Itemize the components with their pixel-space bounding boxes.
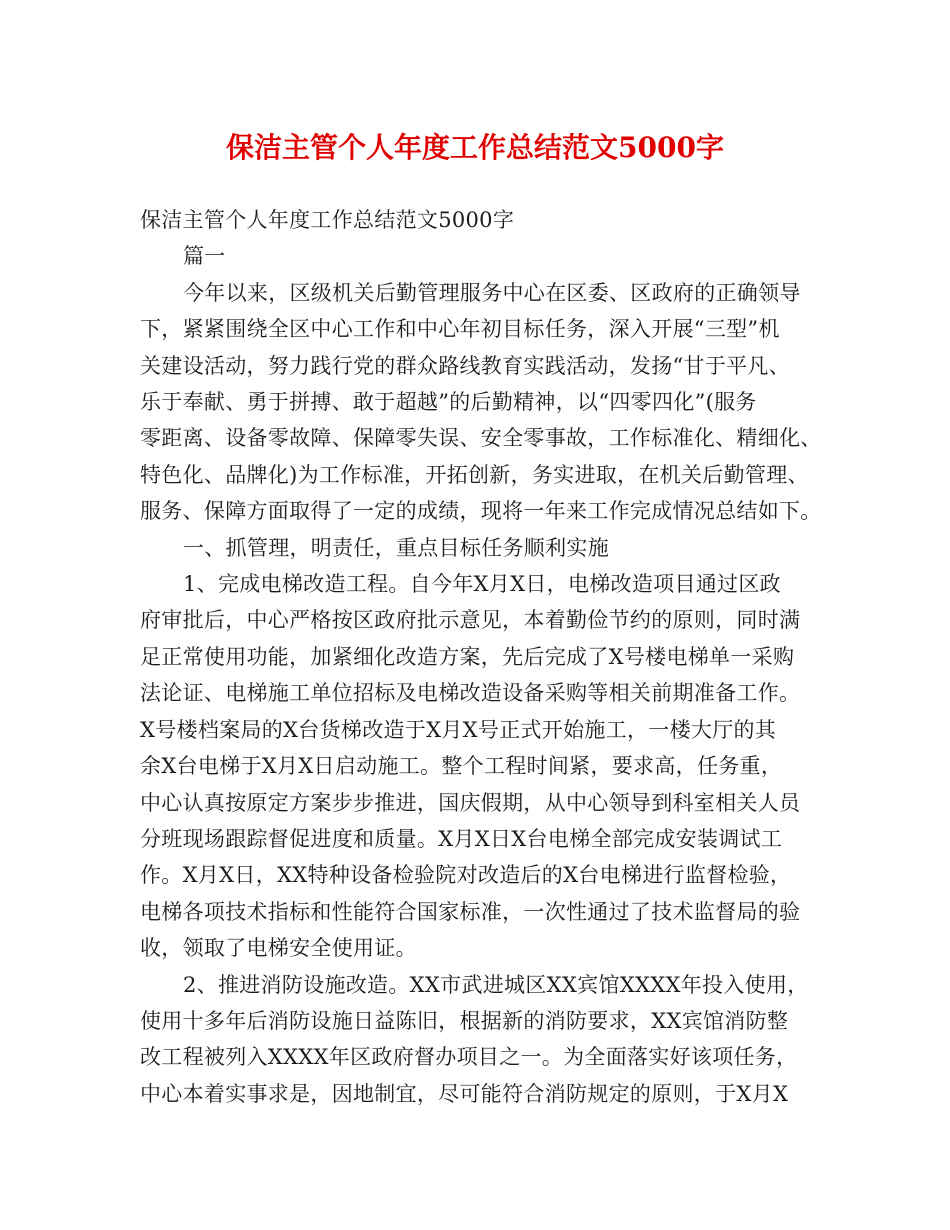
text-line: 一、抓管理，明责任，重点目标任务顺利实施 — [183, 535, 609, 560]
text-line: 使用十多年后消防设施日益陈旧，根据新的消防要求，XX宾馆消防整 — [140, 1008, 789, 1033]
text-line: 关建设活动，努力践行党的群众路线教育实践活动，发扬“甘于平凡、 — [140, 353, 791, 378]
document-title: 保洁主管个人年度工作总结范文5000字 — [226, 131, 724, 164]
text-line: 府审批后，中心严格按区政府批示意见，本着勤俭节约的原则，同时满 — [140, 608, 801, 633]
text-line: 中心认真按原定方案步步推进，国庆假期，从中心领导到科室相关人员 — [140, 790, 801, 815]
text-line: 收，领取了电梯安全使用证。 — [140, 936, 417, 961]
text-line: 今年以来，区级机关后勤管理服务中心在区委、区政府的正确领导 — [183, 280, 801, 305]
text-line: 服务、保障方面取得了一定的成绩，现将一年来工作完成情况总结如下。 — [140, 499, 822, 524]
text-line: 下，紧紧围绕全区中心工作和中心年初目标任务，深入开展“三型”机 — [140, 317, 780, 342]
text-line: 法论证、电梯施工单位招标及电梯改造设备采购等相关前期准备工作。 — [140, 681, 801, 706]
text-line: 1、完成电梯改造工程。自今年X月X日，电梯改造项目通过区政 — [183, 572, 781, 597]
text-line: 篇一 — [183, 244, 226, 269]
text-line: 保洁主管个人年度工作总结范文5000字 — [140, 208, 515, 232]
text-line: 改工程被列入XXXX年区政府督办项目之一。为全面落实好该项任务， — [140, 1045, 798, 1070]
text-line: 足正常使用功能，加紧细化改造方案，先后完成了X号楼电梯单一采购 — [140, 644, 795, 669]
text-line: 余X台电梯于X月X日启动施工。整个工程时间紧，要求高，任务重， — [140, 754, 783, 779]
document-body — [140, 202, 822, 1112]
text-line: 分班现场跟踪督促进度和质量。X月X日X台电梯全部完成安装调试工 — [140, 826, 783, 851]
text-line: 零距离、设备零故障、保障零失误、安全零事故，工作标准化、精细化、 — [140, 426, 822, 451]
text-line: X号楼档案局的X台货梯改造于X月X号正式开始施工，一楼大厅的其 — [140, 717, 777, 742]
text-line: 作。X月X日，XX特种设备检验院对改造后的X台电梯进行监督检验， — [140, 863, 792, 888]
text-line: 中心本着实事求是，因地制宜，尽可能符合消防规定的原则，于X月X — [140, 1081, 789, 1106]
text-line: 2、推进消防设施改造。XX市武进城区XX宾馆XXXX年投入使用， — [183, 972, 809, 997]
text-line: 特色化、品牌化)为工作标准，开拓创新，务实进取，在机关后勤管理、 — [140, 462, 809, 487]
text-line: 乐于奉献、勇于拼搏、敢于超越”的后勤精神，以“四零四化”(服务 — [140, 390, 757, 415]
text-line: 电梯各项技术指标和性能符合国家标准，一次性通过了技术监督局的验 — [140, 899, 801, 924]
